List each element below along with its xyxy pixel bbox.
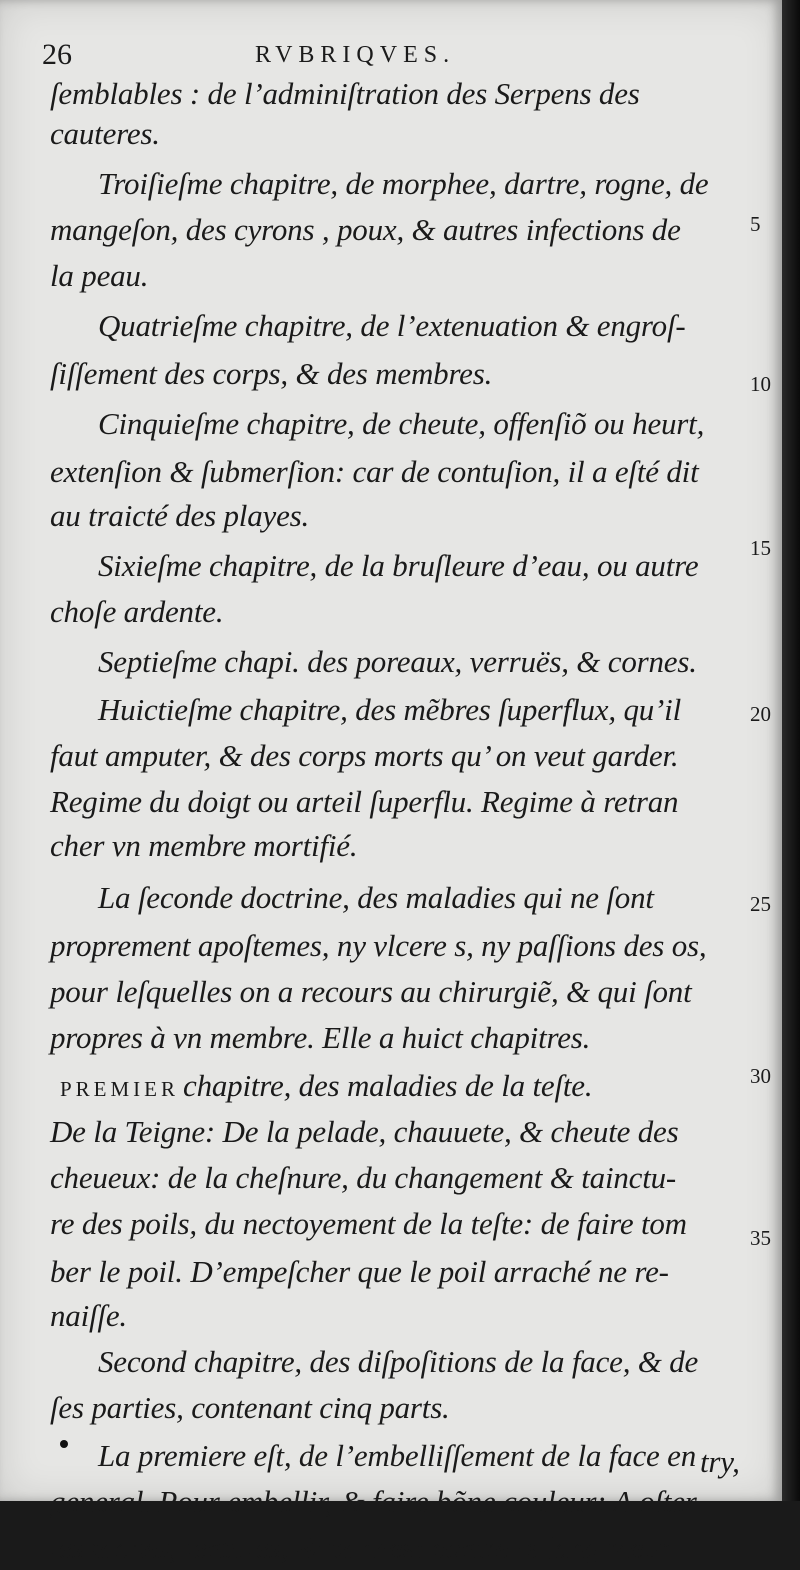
text-line: Sixieſme chapitre, de la bruſleure d’eau, ou autre (98, 548, 699, 583)
text-line: ſemblables : de l’adminiſtration des Serpens des (50, 76, 640, 111)
text-line: Cinquieſme chapitre, de cheute, offenſiõ ou heurt, (98, 406, 705, 441)
text-line: La premiere eſt, de l’embelliſſement de la face en (98, 1438, 697, 1473)
text-line: Regime du doigt ou arteil ſuperflu. Regime à retran (50, 784, 679, 819)
text-line: naiſſe. (50, 1298, 127, 1333)
page-edge-shadow (782, 0, 800, 1501)
text-line: cauteres. (50, 116, 160, 151)
text-line: Huictieſme chapitre, des mẽbres ſuperflux, qu’il (98, 692, 681, 727)
line-number: 35 (750, 1226, 771, 1250)
text-line: ſes parties, contenant cinq parts. (50, 1390, 450, 1425)
line-number: 30 (750, 1064, 771, 1088)
line-number: 20 (750, 702, 771, 726)
text-line: proprement apoſtemes, ny vlcere s, ny paſſions des os, (50, 928, 707, 963)
text-line: general. Pour embellir, & faire bõne couleur: A oſter (50, 1484, 697, 1519)
premier-smallcaps: PREMIER (60, 1077, 180, 1101)
text-line: faut amputer, & des corps morts qu’ on veut garder. (50, 738, 679, 773)
text-line: mangeſon, des cyrons , poux, & autres infections de (50, 212, 681, 247)
text-line: Quatrieſme chapitre, de l’extenuation & engroſ- (98, 308, 686, 343)
ink-dot (60, 1440, 68, 1448)
text-line: pour leſquelles on a recours au chirurgiẽ, & qui ſont (50, 974, 692, 1009)
text-line: choſe ardente. (50, 594, 224, 629)
line-number: 5 (750, 212, 761, 236)
line-number: 10 (750, 372, 771, 396)
text-line: la peau. (50, 258, 149, 293)
text-line: les taches, lentilles, & pannes: contre le ſang meur- (50, 1530, 680, 1565)
text-line: ber le poil. D’empeſcher que le poil arraché ne re- (50, 1254, 669, 1289)
text-line: au traicté des playes. (50, 498, 310, 533)
text-line: cher vn membre mortifié. (50, 828, 358, 863)
line-number: 15 (750, 536, 771, 560)
text-line: propres à vn membre. Elle a huict chapitres. (50, 1020, 591, 1055)
text-line: cheueux: de la cheſnure, du changement & tainctu- (50, 1160, 677, 1195)
text-line: De la Teigne: De la pelade, chauuete, & cheute des (50, 1114, 679, 1149)
running-head: RVBRIQVES. (255, 42, 456, 68)
line-number: 25 (750, 892, 771, 916)
text-line: Second chapitre, des diſpoſitions de la face, & de (98, 1344, 699, 1379)
text-line: Troiſieſme chapitre, de morphee, dartre, rogne, de (98, 166, 709, 201)
text-line-premier (60, 1064, 760, 1108)
catchword: try, (700, 1444, 740, 1479)
text-line: chapitre, des maladies de la teſte. (183, 1068, 593, 1103)
text-line: extenſion & ſubmerſion: car de contuſion, il a eſté dit (50, 454, 699, 489)
page-number: 26 (42, 38, 72, 71)
text-line: ſiſſement des corps, & des membres. (50, 356, 493, 391)
text-line: Septieſme chapi. des poreaux, verruës, & cornes. (98, 644, 697, 679)
text-line: La ſeconde doctrine, des maladies qui ne ſont (98, 880, 654, 915)
text-line: re des poils, du nectoyement de la teſte: de faire tom (50, 1206, 687, 1241)
